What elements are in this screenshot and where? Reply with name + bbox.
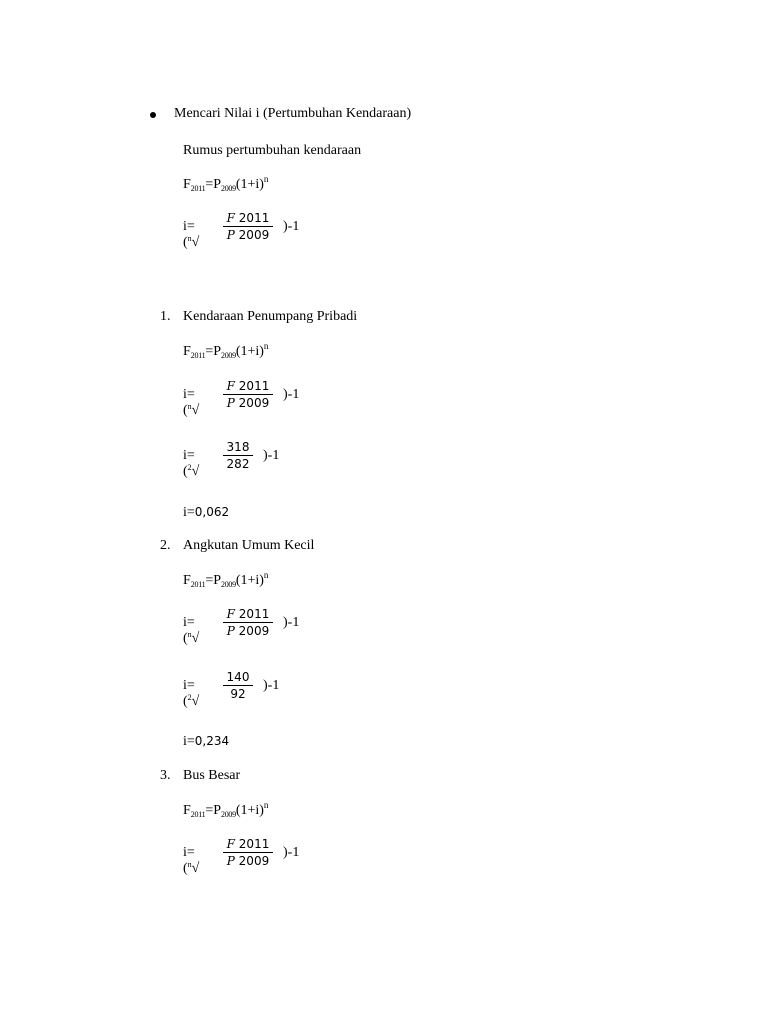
- list-number: 1.: [160, 309, 171, 324]
- result-value: i=0,062: [183, 505, 230, 520]
- root-symbol: √: [191, 403, 200, 418]
- fraction: $\frac{F 2011}{P 2009}$: [223, 378, 273, 411]
- list-number: 3.: [160, 768, 171, 783]
- list-number: 2.: [160, 538, 171, 553]
- list-item-title: Kendaraan Penumpang Pribadi: [183, 309, 358, 324]
- fraction: $\frac{F 2011}{P 2009}$: [223, 836, 273, 869]
- section-heading: Mencari Nilai i (Pertumbuhan Kendaraan): [174, 106, 412, 121]
- list-item-title: Angkutan Umum Kecil: [183, 538, 315, 553]
- root-symbol: √: [191, 464, 200, 479]
- fraction: $\frac{140}{92}$: [223, 669, 253, 702]
- root-symbol: √: [191, 694, 200, 709]
- root-symbol: √: [191, 861, 200, 876]
- growth-equation: $F_{2011}=P_{2009}(1+i)^n$: [183, 341, 269, 360]
- root-symbol: √: [191, 235, 200, 250]
- list-item-title: Bus Besar: [183, 768, 241, 783]
- root-symbol: √: [191, 631, 200, 646]
- growth-equation: $F_{2011}=P_{2009}(1+i)^n$: [183, 570, 269, 589]
- fraction: $\frac{318}{282}$: [223, 439, 253, 472]
- fraction: $\frac{F 2011}{P 2009}$: [223, 210, 273, 243]
- result-value: i=0,234: [183, 734, 230, 749]
- growth-equation: $F_{2011}=P_{2009}(1+i)^n$: [183, 174, 269, 193]
- growth-equation: $F_{2011}=P_{2009}(1+i)^n$: [183, 800, 269, 819]
- bullet-icon: [150, 112, 156, 118]
- formula-label: Rumus pertumbuhan kendaraan: [183, 143, 362, 158]
- fraction: $\frac{F 2011}{P 2009}$: [223, 606, 273, 639]
